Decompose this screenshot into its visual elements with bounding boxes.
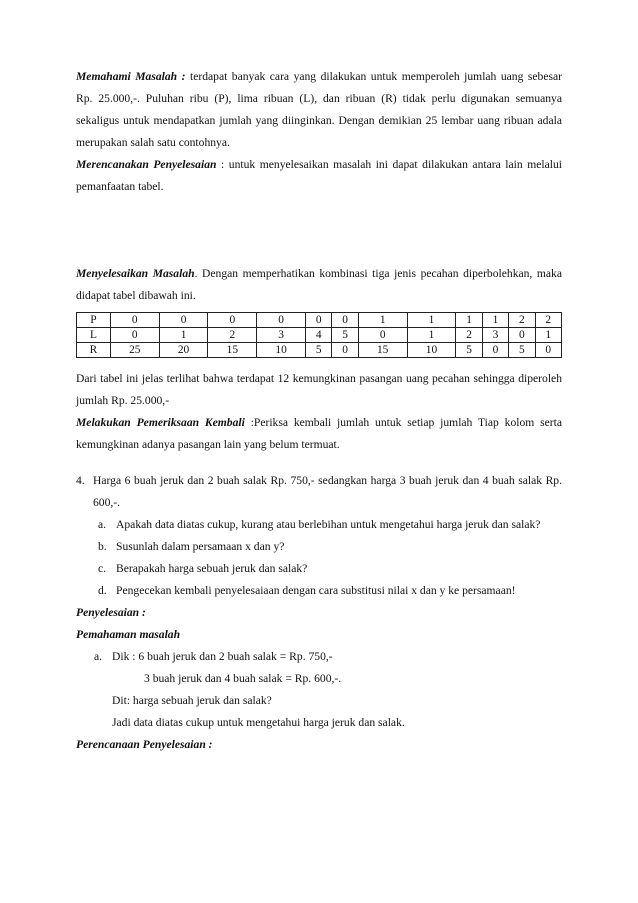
paragraph-merencanakan-penyelesaian bbox=[76, 154, 562, 198]
paragraph-pemeriksaan-kembali bbox=[76, 412, 562, 456]
table-cell: 10 bbox=[257, 343, 306, 358]
table-cell: 0 bbox=[358, 328, 407, 343]
table-cell: 25 bbox=[110, 343, 159, 358]
understanding-heading: Pemahaman masalah bbox=[76, 628, 181, 641]
table-cell: 0 bbox=[482, 343, 508, 358]
label-pemeriksaan-kembali: Melakukan Pemeriksaan Kembali bbox=[76, 416, 245, 429]
item-text: Susunlah dalam persamaan x dan y? bbox=[116, 540, 285, 553]
problem-number: 4. bbox=[76, 474, 85, 487]
table-cell: 1 bbox=[407, 328, 456, 343]
table-row bbox=[77, 328, 562, 343]
dik-line-1 bbox=[76, 646, 562, 668]
text-dari-tabel: Dari tabel ini jelas terlihat bahwa terdapat 12 kemungkinan pasangan uang pecahan sehingga diperoleh jumlah Rp. 25.000,- bbox=[76, 372, 562, 407]
table-cell: 0 bbox=[110, 313, 159, 328]
item-text: Pengecekan kembali penyelesaiaan dengan cara substitusi nilai x dan y ke persamaan! bbox=[116, 584, 516, 597]
item-letter: b. bbox=[98, 540, 107, 553]
document-page bbox=[76, 66, 562, 756]
text-pemeriksaan-kembali: :Periksa kembali jumlah untuk setiap jumlah Tiap kolom serta kemungkinan adanya pasangan lain yang belum termuat. bbox=[76, 416, 562, 451]
table-cell: 0 bbox=[332, 313, 358, 328]
table-row-header: R bbox=[77, 343, 111, 358]
text-merencanakan-penyelesaian: : untuk menyelesaikan masalah ini dapat dilakukan antara lain melalui pemanfaatan tabel. bbox=[76, 158, 562, 193]
table-cell: 0 bbox=[159, 313, 208, 328]
table-cell: 5 bbox=[332, 328, 358, 343]
solution-letter: a. bbox=[94, 650, 103, 663]
table-cell: 1 bbox=[456, 313, 482, 328]
conclusion-line: Jadi data diatas cukup untuk mengetahui harga jeruk dan salak. bbox=[112, 716, 405, 729]
item-text: Apakah data diatas cukup, kurang atau berlebihan untuk mengetahui harga jeruk dan salak? bbox=[116, 518, 541, 531]
table-cell: 1 bbox=[535, 328, 561, 343]
paragraph-memahami-masalah bbox=[76, 66, 562, 154]
table-cell: 1 bbox=[482, 313, 508, 328]
problem-4-statement bbox=[76, 470, 562, 514]
table-row-header: P bbox=[77, 313, 111, 328]
table-cell: 0 bbox=[332, 343, 358, 358]
table-row bbox=[77, 313, 562, 328]
spacer bbox=[76, 198, 562, 263]
table-cell: 2 bbox=[535, 313, 561, 328]
dik-text-1: Dik : 6 buah jeruk dan 2 buah salak = Rp. 750,- bbox=[112, 650, 333, 663]
dik-line-2: 3 buah jeruk dan 4 buah salak = Rp. 600,-. bbox=[144, 672, 342, 685]
table-cell: 20 bbox=[159, 343, 208, 358]
text-memahami-masalah: terdapat banyak cara yang dilakukan untuk memperoleh jumlah uang sebesar Rp. 25.000,-. Puluhan ribu (P), lima ribuan (L), dan ribuan (R) tidak perlu digunakan semuanya sekaligus untuk mendapatkan jumlah yang diinginkan. Dengan demikian 25 lembar uang ribuan adala merupakan salah satu contohnya. bbox=[76, 70, 562, 149]
table-cell: 0 bbox=[110, 328, 159, 343]
planning-heading: Perencanaan Penyelesaian : bbox=[76, 738, 213, 751]
table-cell: 0 bbox=[535, 343, 561, 358]
table-cell: 15 bbox=[208, 343, 257, 358]
paragraph-dari-tabel bbox=[76, 368, 562, 412]
table-cell: 0 bbox=[208, 313, 257, 328]
table-cell: 10 bbox=[407, 343, 456, 358]
item-letter: d. bbox=[98, 584, 107, 597]
table-cell: 2 bbox=[509, 313, 535, 328]
solution-heading: Penyelesaian : bbox=[76, 606, 146, 619]
item-text: Berapakah harga sebuah jeruk dan salak? bbox=[116, 562, 308, 575]
table-cell: 0 bbox=[257, 313, 306, 328]
table-cell: 0 bbox=[509, 328, 535, 343]
table-row bbox=[77, 343, 562, 358]
table-row-header: L bbox=[77, 328, 111, 343]
table-cell: 3 bbox=[482, 328, 508, 343]
table-cell: 3 bbox=[257, 328, 306, 343]
problem-item-a bbox=[76, 514, 562, 536]
table-cell: 1 bbox=[159, 328, 208, 343]
table-cell: 1 bbox=[407, 313, 456, 328]
table-cell: 2 bbox=[208, 328, 257, 343]
combination-table-body bbox=[77, 313, 562, 358]
dit-line: Dit: harga sebuah jeruk dan salak? bbox=[112, 694, 272, 707]
table-cell: 5 bbox=[306, 343, 332, 358]
item-letter: a. bbox=[98, 518, 107, 531]
table-cell: 5 bbox=[456, 343, 482, 358]
text-menyelesaikan-masalah: . Dengan memperhatikan kombinasi tiga jenis pecahan diperbolehkan, maka didapat tabel dibawah ini. bbox=[76, 267, 562, 302]
problem-item-b bbox=[76, 536, 562, 558]
combination-table bbox=[76, 312, 562, 358]
table-cell: 5 bbox=[509, 343, 535, 358]
table-cell: 0 bbox=[306, 313, 332, 328]
item-letter: c. bbox=[98, 562, 107, 575]
table-cell: 15 bbox=[358, 343, 407, 358]
problem-item-d bbox=[76, 580, 562, 602]
table-cell: 2 bbox=[456, 328, 482, 343]
paragraph-menyelesaikan-masalah bbox=[76, 263, 562, 307]
label-memahami-masalah: Memahami Masalah : bbox=[76, 70, 186, 83]
table-cell: 1 bbox=[358, 313, 407, 328]
label-merencanakan-penyelesaian: Merencanakan Penyelesaian bbox=[76, 158, 217, 171]
problem-4 bbox=[76, 470, 562, 602]
table-cell: 4 bbox=[306, 328, 332, 343]
label-menyelesaikan-masalah: Menyelesaikan Masalah bbox=[76, 267, 195, 280]
problem-text: Harga 6 buah jeruk dan 2 buah salak Rp. 750,- sedangkan harga 3 buah jeruk dan 4 buah salak Rp. 600,-. bbox=[93, 474, 562, 509]
problem-item-c bbox=[76, 558, 562, 580]
